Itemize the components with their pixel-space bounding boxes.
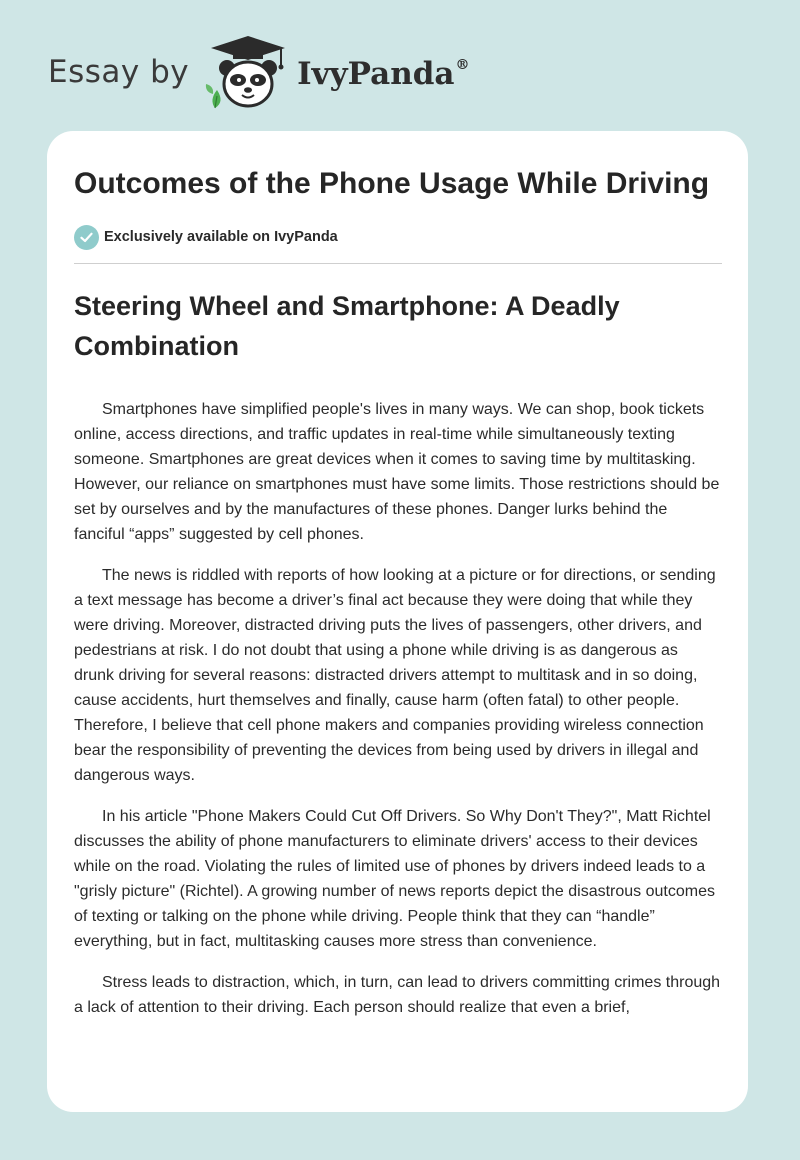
essay-card xyxy=(47,131,748,1112)
brand-text: IvyPanda xyxy=(297,56,455,92)
exclusive-badge xyxy=(74,223,722,251)
site-header xyxy=(48,32,470,112)
paragraph: Smartphones have simplified people's lives in many ways. We can shop, book tickets online, access directions, and traffic updates in real-time while simultaneously texting someone. Smartphones are great devices when it comes to saving time by multitasking. However, our reliance on smartphones must have some limits. Those restrictions should be set by ourselves and by the manufactures of these phones. Danger lurks behind the fanciful “apps” suggested by cell phones. xyxy=(74,401,720,543)
title-divider xyxy=(74,263,722,264)
section-heading: Steering Wheel and Smartphone: A Deadly Combination xyxy=(74,291,620,361)
exclusive-badge-text: Exclusively available on IvyPanda xyxy=(104,229,338,245)
essay-by-label: Essay by xyxy=(48,54,190,90)
paragraph: The news is riddled with reports of how looking at a picture or for directions, or sending a text message has become a driver’s final act because they were doing that while they were driving. Moreover, distracted driving puts the lives of passengers, other drivers, and pedestrians at risk. I do not doubt that using a phone while driving is as dangerous as drunk driving for several reasons: distracted drivers attempt to multitask and in so doing, cause accidents, hurt themselves and finally, cause harm (often fatal) to other people. Therefore, I believe that cell phone makers and companies providing wireless connection bear the responsibility of preventing the devices from being used by drivers in illegal and dangerous ways. xyxy=(74,567,716,784)
brand-name[interactable] xyxy=(297,56,469,92)
trademark-symbol: ® xyxy=(455,56,470,73)
essay-title: Outcomes of the Phone Usage While Driving xyxy=(74,167,710,200)
panda-graduate-logo-icon[interactable] xyxy=(203,32,293,112)
check-icon xyxy=(74,225,99,250)
paragraph: In his article "Phone Makers Could Cut Off Drivers. So Why Don't They?", Matt Richtel discusses the ability of phone manufacturers to eliminate drivers' access to their devices while on the road. Violating the rules of limited use of phones by drivers indeed leads to a "grisly picture" (Richtel). A growing number of news reports depict the disastrous outcomes of texting or talking on the phone while driving. People think that they can “handle” everything, but in fact, multitasking causes more stress than convenience. xyxy=(74,808,715,950)
paragraph: Stress leads to distraction, which, in turn, can lead to drivers committing crimes through a lack of attention to their driving. Each person should realize that even a brief, xyxy=(74,974,721,1016)
